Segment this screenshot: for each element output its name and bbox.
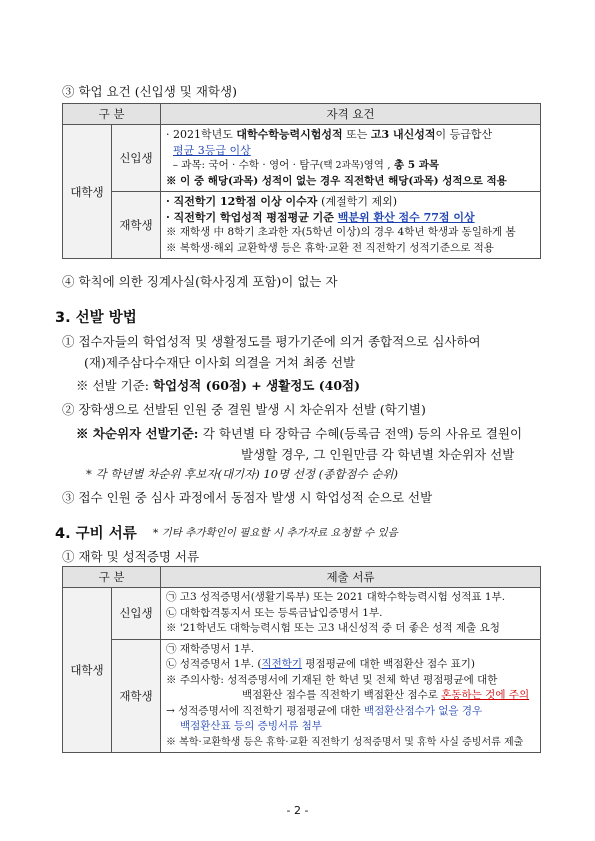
freshman-cell: 신입생 bbox=[112, 125, 161, 192]
paragraph: ② 장학생으로 선발된 인원 중 결원 발생 시 차순위자 선발 (학기별) bbox=[62, 402, 426, 417]
header-category: 구 분 bbox=[63, 104, 161, 125]
student-requirements: · 직전학기 12학점 이상 이수자 (계절학기 제외) · 직전학기 학업성적 평점평균 기준 백분위 환산 점수 77점 이상 ※ 재학생 中 8학기 초과한 자(5학년 이상)의 경우 4학년 학생과 동일하게 봄 ※ 복학생·해외 교환학생 등은 휴학·교환 전 직전학기 성적기준으로 적용 bbox=[161, 192, 541, 259]
table-row bbox=[63, 639, 541, 753]
section-title-documents: 4. 구비 서류 bbox=[55, 526, 137, 542]
alternate-note: * 각 학년별 차순위 후보자(대기자) 10명 선정 (종합점수 순위) bbox=[86, 467, 398, 481]
grade-average-text: 평균 3등급 이상 bbox=[173, 143, 251, 157]
alternate-criteria: ※ 차순위자 선발기준: 각 학년별 타 장학금 수혜(등록금 전액) 등의 사유로 결원이 bbox=[76, 426, 523, 441]
table-header-row bbox=[63, 567, 541, 588]
table-header-row bbox=[63, 104, 541, 125]
discipline-requirement: ④ 학칙에 의한 징계사실(학사징계 포함)이 없는 자 bbox=[62, 274, 338, 289]
section-title-selection: 3. 선발 방법 bbox=[55, 310, 137, 326]
student-cell: 재학생 bbox=[112, 639, 161, 753]
table-row bbox=[63, 192, 541, 259]
group-cell: 대학생 bbox=[63, 588, 112, 753]
freshman-requirements: · 2021학년도 대학수학능력시험성적 또는 고3 내신성적이 등급합산 평균 3등급 이상 – 과목: 국어 · 수학 · 영어 · 탐구(택 2과목)영역 , 총 5 과목 ※ 이 중 해당(과목) 성적이 없는 경우 직전학년 해당(과목) 성적으로 적용 bbox=[161, 125, 541, 192]
header-content: 자격 요건 bbox=[161, 104, 541, 125]
table-row bbox=[63, 125, 541, 192]
student-documents: ㉠ 재학증명서 1부. ㉡ 성적증명서 1부. (직전학기 평점평균에 대한 백점환산 점수 표기) ※ 주의사항: 성적증명서에 기재된 한 학년 및 전체 학년 평점평균에 대한 백점환산 점수를 직전학기 백점환산 점수로 혼동하는 것에 주의 → 성적증명서에 직전학기 평점평균에 대한 백점환산점수가 없을 경우 백점환산표 등의 증빙서류 첨부 ※ 복학·교환학생 등은 휴학·교환 직전학기 성적증명서 및 휴학 사실 증빙서류 제출 bbox=[161, 639, 541, 753]
requirement-title: ③ 학업 요건 (신입생 및 재학생) bbox=[62, 84, 237, 99]
header-content: 제출 서류 bbox=[161, 567, 541, 588]
page-number: - 2 - bbox=[286, 804, 309, 817]
paragraph: ③ 접수 인원 중 심사 과정에서 동점자 발생 시 학업성적 순으로 선발 bbox=[62, 490, 433, 505]
student-cell: 재학생 bbox=[112, 192, 161, 259]
header-category: 구 분 bbox=[63, 567, 161, 588]
documents-note: * 기타 추가확인이 필요할 시 추가자료 요청할 수 있음 bbox=[153, 527, 398, 539]
freshman-cell: 신입생 bbox=[112, 588, 161, 640]
qualification-table bbox=[62, 103, 541, 259]
paragraph: (재)제주삼다수재단 이사회 의결을 거쳐 최종 선발 bbox=[84, 355, 356, 370]
selection-criteria: ※ 선발 기준: 학업성적 (60점) + 생활정도 (40점) bbox=[76, 378, 361, 393]
paragraph: 발생할 경우, 그 인원만큼 각 학년별 차순위자 선발 bbox=[241, 447, 515, 462]
table-row bbox=[63, 588, 541, 640]
freshman-documents: ㉠ 고3 성적증명서(생활기록부) 또는 2021 대학수학능력시험 성적표 1부. ㉡ 대학합격통지서 또는 등록금납입증명서 1부. ※ '21학년도 대학능력시험 또는 고3 내신성적 중 더 좋은 성적 제출 요청 bbox=[161, 588, 541, 640]
group-cell: 대학생 bbox=[63, 125, 112, 259]
documents-subtitle: ① 재학 및 성적증명 서류 bbox=[62, 549, 200, 564]
paragraph: ① 접수자들의 학업성적 및 생활정도를 평가기준에 의거 종합적으로 심사하여 bbox=[62, 334, 481, 349]
documents-table bbox=[62, 566, 541, 753]
